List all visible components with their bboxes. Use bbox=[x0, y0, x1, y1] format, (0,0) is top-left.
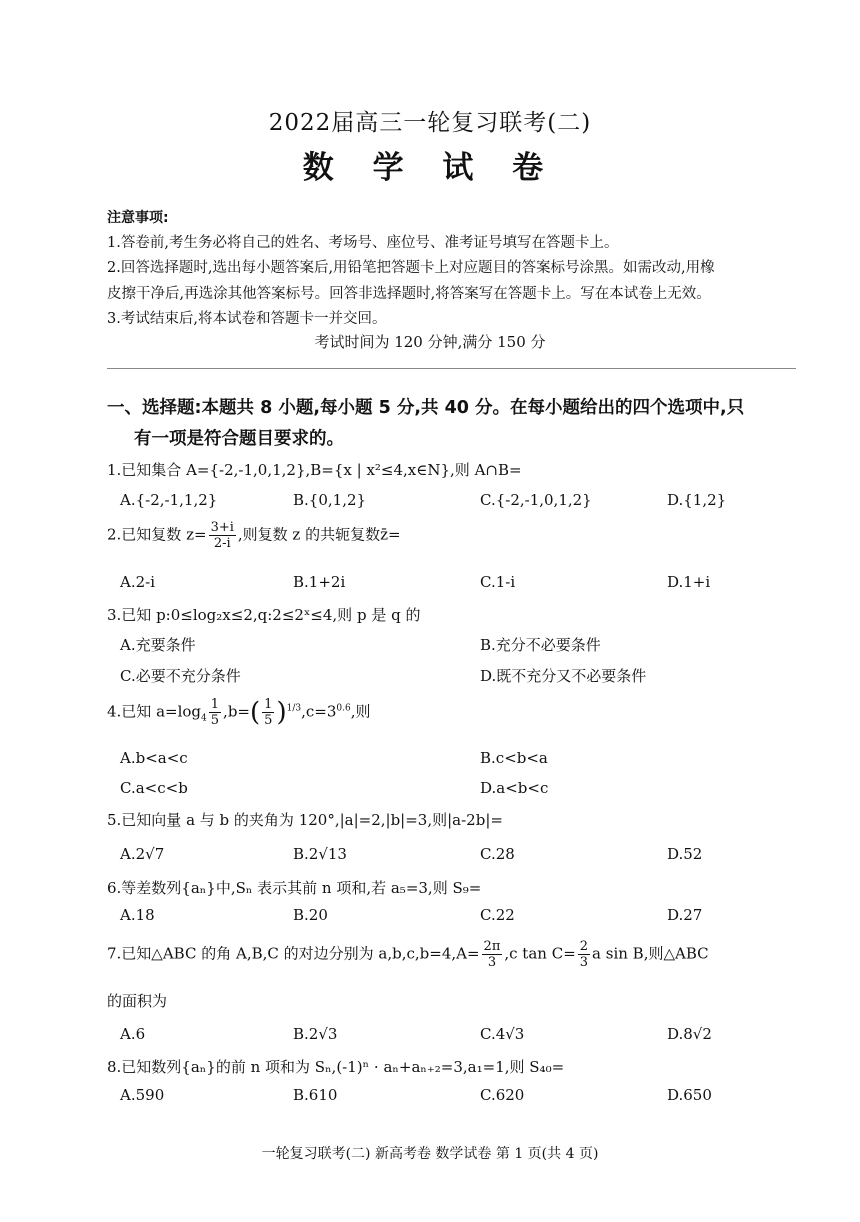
q7-option-d: D.8√2 bbox=[667, 1025, 712, 1043]
q1-option-d: D.{1,2} bbox=[667, 491, 727, 509]
q4-stem-pre: 4.已知 a=log bbox=[107, 702, 202, 721]
divider bbox=[107, 368, 796, 369]
exam-title: 2022届高三一轮复习联考(二) bbox=[268, 110, 592, 136]
question-3-stem: 3.已知 p:0≤log₂x≤2,q:2≤2ˣ≤4,则 p 是 q 的 bbox=[107, 606, 421, 624]
question-2-stem bbox=[107, 520, 401, 551]
q5-option-d: D.52 bbox=[667, 845, 703, 863]
q4-paren-close: ) bbox=[276, 697, 287, 728]
question-5-stem: 5.已知向量 a 与 b 的夹角为 120°,|a|=2,|b|=3,则|a-2b|= bbox=[107, 811, 503, 829]
q2-option-a: A.2-i bbox=[120, 573, 156, 591]
q7-frac1-num: 2π bbox=[483, 939, 501, 954]
question-6-stem: 6.等差数列{aₙ}中,Sₙ 表示其前 n 项和,若 a₅=3,则 S₉= bbox=[107, 879, 482, 897]
question-7-stem-cont: 的面积为 bbox=[107, 992, 168, 1010]
q1-option-a: A.{-2,-1,1,2} bbox=[120, 491, 218, 509]
q7-option-a: A.6 bbox=[120, 1025, 146, 1043]
q4-fraction-1 bbox=[209, 697, 221, 728]
notice-heading: 注意事项: bbox=[107, 210, 169, 226]
q8-option-a: A.590 bbox=[120, 1086, 165, 1104]
q8-option-c: C.620 bbox=[480, 1086, 525, 1104]
q3-option-d: D.既不充分又不必要条件 bbox=[480, 667, 647, 685]
q7-fraction-2 bbox=[578, 939, 590, 970]
q4-stem-end: ,则 bbox=[350, 702, 371, 721]
q8-option-d: D.650 bbox=[667, 1086, 712, 1104]
q4-frac1-num: 1 bbox=[210, 697, 220, 712]
notice-line: 3.考试结束后,将本试卷和答题卡一并交回。 bbox=[107, 311, 387, 327]
q7-frac1-den: 3 bbox=[487, 955, 497, 970]
q6-option-b: B.20 bbox=[293, 906, 328, 924]
q2-option-d: D.1+i bbox=[667, 573, 711, 591]
q6-option-d: D.27 bbox=[667, 906, 703, 924]
section-heading: 一、选择题:本题共 8 小题,每小题 5 分,共 40 分。在每小题给出的四个选项中,只 bbox=[107, 398, 745, 418]
q2-option-c: C.1-i bbox=[480, 573, 516, 591]
q5-option-c: C.28 bbox=[480, 845, 515, 863]
exam-time-note: 考试时间为 120 分钟,满分 150 分 bbox=[314, 333, 546, 351]
question-8-stem: 8.已知数列{aₙ}的前 n 项和为 Sₙ,(-1)ⁿ · aₙ+aₙ₊₂=3,a₁=1,则 S₄₀= bbox=[107, 1058, 565, 1076]
question-1-stem: 1.已知集合 A={-2,-1,0,1,2},B={x | x²≤4,x∈N},则 A∩B= bbox=[107, 461, 522, 479]
q7-stem-post: a sin B,则△ABC bbox=[592, 944, 709, 963]
q7-option-b: B.2√3 bbox=[293, 1025, 338, 1043]
q4-frac1-den: 5 bbox=[210, 713, 220, 728]
notice-line: 1.答卷前,考生务必将自己的姓名、考场号、座位号、准考证号填写在答题卡上。 bbox=[107, 235, 619, 251]
q2-stem-pre: 2.已知复数 z= bbox=[107, 525, 207, 544]
q4-paren-open: ( bbox=[250, 697, 261, 728]
q4-option-c: C.a<c<b bbox=[120, 779, 188, 797]
question-4-stem bbox=[107, 697, 370, 728]
q4-log-base: 4 bbox=[201, 713, 207, 724]
q7-frac2-den: 3 bbox=[579, 955, 589, 970]
q3-option-c: C.必要不充分条件 bbox=[120, 667, 241, 685]
notice-line: 2.回答选择题时,选出每小题答案后,用铅笔把答题卡上对应题目的答案标号涂黑。如需改动,用橡 bbox=[107, 260, 715, 276]
q7-stem-mid: ,c tan C= bbox=[504, 944, 576, 963]
q7-fraction-1 bbox=[482, 939, 503, 970]
q7-stem-pre: 7.已知△ABC 的角 A,B,C 的对边分别为 a,b,c,b=4,A= bbox=[107, 944, 480, 963]
q5-option-b: B.2√13 bbox=[293, 845, 347, 863]
q4-option-b: B.c<b<a bbox=[480, 749, 548, 767]
q2-frac-den: 2-i bbox=[213, 536, 231, 551]
q2-option-b: B.1+2i bbox=[293, 573, 346, 591]
notice-line: 皮擦干净后,再选涂其他答案标号。回答非选择题时,将答案写在答题卡上。写在本试卷上无效。 bbox=[107, 286, 711, 302]
q3-option-b: B.充分不必要条件 bbox=[480, 636, 601, 654]
q4-stem-post: ,c=3 bbox=[301, 702, 337, 721]
q4-c-exponent: 0.6 bbox=[336, 703, 351, 714]
q4-stem-mid: ,b= bbox=[223, 702, 250, 721]
q4-exponent: 1/3 bbox=[286, 703, 302, 714]
q2-frac-num: 3+i bbox=[210, 520, 234, 535]
question-7-stem bbox=[107, 939, 709, 970]
q4-option-d: D.a<b<c bbox=[480, 779, 549, 797]
q1-option-c: C.{-2,-1,0,1,2} bbox=[480, 491, 592, 509]
q7-frac2-num: 2 bbox=[579, 939, 589, 954]
section-heading-cont: 有一项是符合题目要求的。 bbox=[134, 429, 344, 449]
q4-option-a: A.b<a<c bbox=[120, 749, 188, 767]
subject-title: 数 学 试 卷 bbox=[302, 150, 558, 186]
q6-option-a: A.18 bbox=[120, 906, 155, 924]
q5-option-a: A.2√7 bbox=[120, 845, 165, 863]
q1-option-b: B.{0,1,2} bbox=[293, 491, 367, 509]
q7-option-c: C.4√3 bbox=[480, 1025, 525, 1043]
page-footer: 一轮复习联考(二) 新高考卷 数学试卷 第 1 页(共 4 页) bbox=[261, 1146, 599, 1162]
q4-fraction-2 bbox=[262, 697, 274, 728]
q8-option-b: B.610 bbox=[293, 1086, 338, 1104]
q4-frac2-num: 1 bbox=[264, 697, 273, 712]
q6-option-c: C.22 bbox=[480, 906, 515, 924]
q2-fraction bbox=[209, 520, 236, 551]
q3-option-a: A.充要条件 bbox=[120, 636, 196, 654]
q2-stem-post: ,则复数 z 的共轭复数z̄= bbox=[237, 525, 401, 544]
q4-frac2-den: 5 bbox=[264, 713, 273, 728]
